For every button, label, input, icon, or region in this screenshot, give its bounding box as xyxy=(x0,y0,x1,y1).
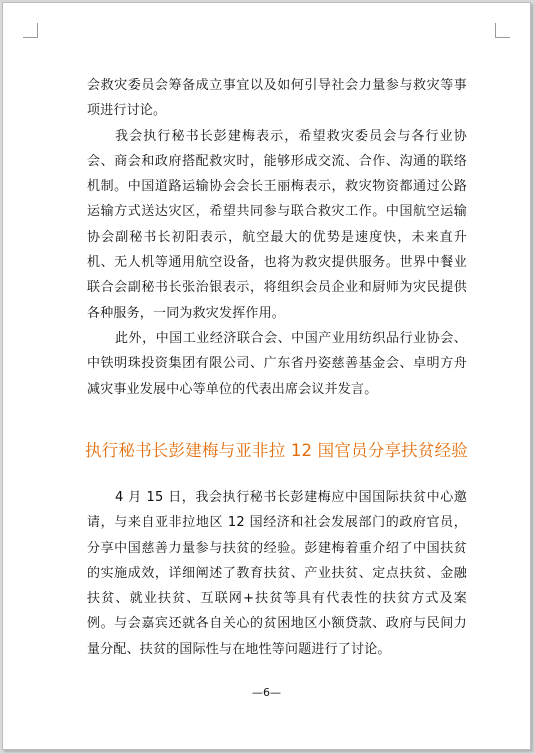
crop-mark-top-right xyxy=(495,23,510,38)
paragraph-other-attendees: 此外，中国工业经济联合会、中国产业用纺织品行业协会、中铁明珠投资集团有限公司、广东省丹姿慈善基金会、卓明方舟减灾事业发展中心等单位的代表出席会议并发言。 xyxy=(87,330,467,397)
paragraph-peng-jianmei-remarks: 我会执行秘书长彭建梅表示，希望救灾委员会与各行业协会、商会和政府搭配救灾时，能够形成交流、合作、沟通的联络机制。中国道路运输协会会长王丽梅表示，救灾物资都通过公路运输方式送达灾区，希望共同参与联合救灾工作。中国航空运输协会副秘书长初阳表示，航空最大的优势是速度快，未来直升机、无人机等通用航空设备，也将为救灾提供服务。世界中餐业联合会副秘书长张治银表示，将组织会员企业和厨师为灾民提供各种服务，一同为救灾发挥作用。 xyxy=(87,128,467,321)
section-title: 执行秘书长彭建梅与亚非拉 12 国官员分享扶贫经验 xyxy=(85,441,468,460)
document-page xyxy=(2,2,531,750)
page-number: —6— xyxy=(252,686,281,699)
intro-paragraph: 会救灾委员会筹备成立事宜以及如何引导社会力量参与救灾等事项进行讨论。 xyxy=(87,78,467,119)
body-text-block-1 xyxy=(87,73,467,402)
crop-mark-top-left xyxy=(23,23,38,38)
body-text-block-2 xyxy=(87,485,467,662)
paragraph-poverty-experience: 4 月 15 日，我会执行秘书长彭建梅应中国国际扶贫中心邀请，与来自亚非拉地区 12 国经济和社会发展部门的政府官员，分享中国慈善力量参与扶贫的经验。彭建梅着重介绍了中国扶贫的实施成效，详细阐述了教育扶贫、产业扶贫、定点扶贫、金融扶贫、就业扶贫、互联网+扶贫等具有代表性的扶贫方式及案例。与会嘉宾还就各自关心的贫困地区小额贷款、政府与民间力量分配、扶贫的国际性与在地性等问题进行了讨论。 xyxy=(87,490,467,657)
